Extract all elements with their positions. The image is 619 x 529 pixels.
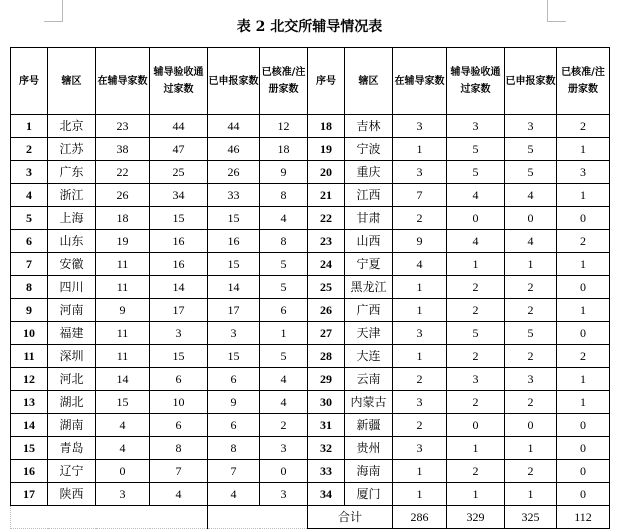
cell-region: 湖北	[48, 391, 96, 414]
table-row	[11, 322, 610, 345]
cell-approved: 6	[260, 299, 308, 322]
table-row	[11, 414, 610, 437]
table-row	[11, 299, 610, 322]
cell-filed: 7	[208, 460, 260, 483]
total-filed: 325	[505, 506, 557, 529]
cell-filed: 2	[505, 299, 557, 322]
table-row	[11, 184, 610, 207]
header-row	[11, 48, 610, 115]
cell-accepted: 2	[447, 391, 505, 414]
table-row	[11, 253, 610, 276]
cell-coaching: 4	[96, 414, 150, 437]
cell-filed: 15	[208, 207, 260, 230]
cell-seq: 21	[308, 184, 345, 207]
header-accepted: 辅导验收通过家数	[447, 48, 505, 115]
cell-seq: 28	[308, 345, 345, 368]
cell-accepted: 2	[447, 345, 505, 368]
cell-region: 内蒙古	[345, 391, 393, 414]
cell-approved: 3	[260, 437, 308, 460]
cell-seq: 6	[11, 230, 48, 253]
cell-accepted: 2	[447, 276, 505, 299]
header-seq: 序号	[11, 48, 48, 115]
cell-approved: 1	[557, 299, 610, 322]
header-accepted: 辅导验收通过家数	[150, 48, 208, 115]
cell-seq: 16	[11, 460, 48, 483]
cell-coaching: 3	[393, 161, 447, 184]
cell-filed: 8	[208, 437, 260, 460]
header-approved: 已核准/注册家数	[260, 48, 308, 115]
cell-accepted: 3	[150, 322, 208, 345]
total-approved: 112	[557, 506, 610, 529]
cell-accepted: 6	[150, 414, 208, 437]
cell-filed: 1	[505, 483, 557, 506]
cell-accepted: 5	[447, 138, 505, 161]
cell-coaching: 1	[393, 345, 447, 368]
header-approved: 已核准/注册家数	[557, 48, 610, 115]
cell-approved: 8	[260, 184, 308, 207]
table-row	[11, 345, 610, 368]
cell-region: 湖南	[48, 414, 96, 437]
cell-approved: 5	[260, 345, 308, 368]
cell-seq: 13	[11, 391, 48, 414]
cell-accepted: 15	[150, 207, 208, 230]
cell-filed: 4	[505, 230, 557, 253]
cell-region: 厦门	[345, 483, 393, 506]
cell-accepted: 5	[447, 161, 505, 184]
cell-seq: 4	[11, 184, 48, 207]
cell-accepted: 0	[447, 207, 505, 230]
cell-approved: 12	[260, 115, 308, 138]
cell-seq: 29	[308, 368, 345, 391]
cell-approved: 8	[260, 230, 308, 253]
cell-filed: 15	[208, 345, 260, 368]
cell-filed: 0	[505, 414, 557, 437]
cell-approved: 5	[260, 253, 308, 276]
table-row	[11, 437, 610, 460]
cell-filed: 2	[505, 460, 557, 483]
cell-region: 甘肃	[345, 207, 393, 230]
total-row-blank	[208, 506, 308, 529]
cell-seq: 7	[11, 253, 48, 276]
cell-coaching: 2	[393, 414, 447, 437]
cell-coaching: 3	[393, 322, 447, 345]
cell-coaching: 1	[393, 483, 447, 506]
cell-accepted: 5	[447, 322, 505, 345]
table-row	[11, 460, 610, 483]
cell-accepted: 0	[447, 414, 505, 437]
table-row	[11, 161, 610, 184]
header-seq: 序号	[308, 48, 345, 115]
cell-coaching: 1	[393, 460, 447, 483]
cell-region: 广西	[345, 299, 393, 322]
cell-region: 上海	[48, 207, 96, 230]
cell-region: 辽宁	[48, 460, 96, 483]
cell-filed: 26	[208, 161, 260, 184]
cell-region: 重庆	[345, 161, 393, 184]
header-region: 辖区	[345, 48, 393, 115]
cell-coaching: 3	[393, 391, 447, 414]
coaching-stats-table	[10, 47, 610, 529]
total-row-blank	[11, 506, 208, 529]
cell-seq: 18	[308, 115, 345, 138]
table-row	[11, 138, 610, 161]
cell-approved: 0	[557, 276, 610, 299]
cell-seq: 34	[308, 483, 345, 506]
cell-region: 新疆	[345, 414, 393, 437]
cell-accepted: 4	[447, 230, 505, 253]
cell-approved: 18	[260, 138, 308, 161]
table-row	[11, 115, 610, 138]
header-region: 辖区	[48, 48, 96, 115]
cell-accepted: 44	[150, 115, 208, 138]
cell-seq: 8	[11, 276, 48, 299]
cell-region: 福建	[48, 322, 96, 345]
cell-approved: 1	[557, 391, 610, 414]
cell-approved: 2	[557, 115, 610, 138]
cell-approved: 0	[557, 322, 610, 345]
cell-seq: 2	[11, 138, 48, 161]
cell-coaching: 2	[393, 207, 447, 230]
cell-coaching: 11	[96, 253, 150, 276]
cell-seq: 19	[308, 138, 345, 161]
cell-accepted: 7	[150, 460, 208, 483]
cell-seq: 11	[11, 345, 48, 368]
cell-approved: 3	[260, 483, 308, 506]
cell-approved: 0	[557, 207, 610, 230]
cell-approved: 4	[260, 368, 308, 391]
cell-filed: 1	[505, 437, 557, 460]
cell-accepted: 8	[150, 437, 208, 460]
cell-approved: 9	[260, 161, 308, 184]
cell-filed: 5	[505, 161, 557, 184]
cell-region: 青岛	[48, 437, 96, 460]
table-row	[11, 483, 610, 506]
cell-seq: 14	[11, 414, 48, 437]
cell-accepted: 25	[150, 161, 208, 184]
cell-seq: 30	[308, 391, 345, 414]
cell-approved: 2	[260, 414, 308, 437]
cell-coaching: 23	[96, 115, 150, 138]
cell-coaching: 3	[393, 115, 447, 138]
total-row	[11, 506, 610, 529]
cell-seq: 9	[11, 299, 48, 322]
total-accepted: 329	[447, 506, 505, 529]
cell-approved: 1	[557, 184, 610, 207]
cell-filed: 3	[505, 368, 557, 391]
cell-filed: 15	[208, 253, 260, 276]
cell-filed: 44	[208, 115, 260, 138]
cell-coaching: 11	[96, 345, 150, 368]
cell-accepted: 2	[447, 299, 505, 322]
cell-seq: 23	[308, 230, 345, 253]
cell-coaching: 15	[96, 391, 150, 414]
cell-region: 山西	[345, 230, 393, 253]
cell-filed: 5	[505, 138, 557, 161]
cell-approved: 1	[557, 138, 610, 161]
cell-filed: 16	[208, 230, 260, 253]
cell-approved: 3	[557, 161, 610, 184]
table-row	[11, 276, 610, 299]
cell-filed: 9	[208, 391, 260, 414]
cell-seq: 33	[308, 460, 345, 483]
cell-region: 广东	[48, 161, 96, 184]
cell-coaching: 26	[96, 184, 150, 207]
cell-coaching: 1	[393, 276, 447, 299]
cell-seq: 32	[308, 437, 345, 460]
cell-filed: 46	[208, 138, 260, 161]
cell-region: 吉林	[345, 115, 393, 138]
cell-region: 安徽	[48, 253, 96, 276]
cell-seq: 26	[308, 299, 345, 322]
cell-accepted: 10	[150, 391, 208, 414]
cell-region: 大连	[345, 345, 393, 368]
cell-region: 江西	[345, 184, 393, 207]
cell-approved: 0	[557, 437, 610, 460]
cell-coaching: 18	[96, 207, 150, 230]
cell-coaching: 9	[96, 299, 150, 322]
cell-approved: 1	[260, 322, 308, 345]
cell-filed: 17	[208, 299, 260, 322]
cell-coaching: 1	[393, 299, 447, 322]
table-row	[11, 207, 610, 230]
cell-filed: 4	[208, 483, 260, 506]
cell-approved: 1	[557, 368, 610, 391]
cell-region: 四川	[48, 276, 96, 299]
cell-seq: 1	[11, 115, 48, 138]
cell-coaching: 1	[393, 138, 447, 161]
cell-region: 河北	[48, 368, 96, 391]
cell-coaching: 3	[96, 483, 150, 506]
cell-region: 深圳	[48, 345, 96, 368]
table-row	[11, 368, 610, 391]
cell-accepted: 4	[150, 483, 208, 506]
cell-filed: 6	[208, 414, 260, 437]
cell-accepted: 47	[150, 138, 208, 161]
cell-coaching: 4	[393, 253, 447, 276]
cell-coaching: 7	[393, 184, 447, 207]
cell-seq: 10	[11, 322, 48, 345]
cell-seq: 25	[308, 276, 345, 299]
cell-approved: 1	[557, 253, 610, 276]
table-row	[11, 391, 610, 414]
cell-filed: 5	[505, 322, 557, 345]
cell-seq: 3	[11, 161, 48, 184]
cell-seq: 12	[11, 368, 48, 391]
cell-approved: 0	[260, 460, 308, 483]
cell-accepted: 2	[447, 460, 505, 483]
cell-accepted: 15	[150, 345, 208, 368]
cell-region: 浙江	[48, 184, 96, 207]
cell-region: 云南	[345, 368, 393, 391]
cell-approved: 0	[557, 460, 610, 483]
cell-accepted: 1	[447, 253, 505, 276]
cell-approved: 0	[557, 483, 610, 506]
cell-filed: 2	[505, 391, 557, 414]
cell-region: 北京	[48, 115, 96, 138]
cell-seq: 24	[308, 253, 345, 276]
cell-region: 山东	[48, 230, 96, 253]
cell-seq: 15	[11, 437, 48, 460]
cell-accepted: 16	[150, 253, 208, 276]
cell-coaching: 4	[96, 437, 150, 460]
cell-seq: 27	[308, 322, 345, 345]
cell-seq: 20	[308, 161, 345, 184]
cell-filed: 2	[505, 276, 557, 299]
cell-accepted: 1	[447, 483, 505, 506]
cell-region: 天津	[345, 322, 393, 345]
cell-filed: 6	[208, 368, 260, 391]
cell-accepted: 1	[447, 437, 505, 460]
cell-seq: 5	[11, 207, 48, 230]
cell-seq: 17	[11, 483, 48, 506]
cell-coaching: 2	[393, 368, 447, 391]
cell-filed: 3	[505, 115, 557, 138]
total-label: 合计	[308, 506, 393, 529]
cell-approved: 5	[260, 276, 308, 299]
cell-region: 贵州	[345, 437, 393, 460]
cell-region: 河南	[48, 299, 96, 322]
cell-approved: 4	[260, 207, 308, 230]
cell-region: 江苏	[48, 138, 96, 161]
cell-seq: 22	[308, 207, 345, 230]
cell-coaching: 0	[96, 460, 150, 483]
cell-approved: 2	[557, 230, 610, 253]
cell-filed: 1	[505, 253, 557, 276]
cell-region: 黑龙江	[345, 276, 393, 299]
cell-accepted: 4	[447, 184, 505, 207]
cell-accepted: 34	[150, 184, 208, 207]
table-title: 表 2 北交所辅导情况表	[236, 19, 383, 35]
cell-filed: 0	[505, 207, 557, 230]
cell-accepted: 6	[150, 368, 208, 391]
cell-accepted: 16	[150, 230, 208, 253]
cell-coaching: 14	[96, 368, 150, 391]
cell-coaching: 22	[96, 161, 150, 184]
cell-coaching: 19	[96, 230, 150, 253]
cell-coaching: 11	[96, 276, 150, 299]
cell-coaching: 9	[393, 230, 447, 253]
cell-coaching: 11	[96, 322, 150, 345]
cell-approved: 2	[557, 345, 610, 368]
cell-coaching: 3	[393, 437, 447, 460]
total-coaching: 286	[393, 506, 447, 529]
cell-accepted: 3	[447, 368, 505, 391]
cell-filed: 4	[505, 184, 557, 207]
cell-approved: 0	[557, 414, 610, 437]
header-coaching: 在辅导家数	[96, 48, 150, 115]
cell-seq: 31	[308, 414, 345, 437]
cell-filed: 2	[505, 345, 557, 368]
table-row	[11, 230, 610, 253]
cell-accepted: 3	[447, 115, 505, 138]
cell-filed: 33	[208, 184, 260, 207]
header-filed: 已申报家数	[208, 48, 260, 115]
header-filed: 已申报家数	[505, 48, 557, 115]
cell-region: 海南	[345, 460, 393, 483]
cell-region: 陕西	[48, 483, 96, 506]
cell-filed: 3	[208, 322, 260, 345]
cell-filed: 14	[208, 276, 260, 299]
cell-region: 宁夏	[345, 253, 393, 276]
cell-coaching: 38	[96, 138, 150, 161]
cell-region: 宁波	[345, 138, 393, 161]
cell-approved: 4	[260, 391, 308, 414]
cell-accepted: 17	[150, 299, 208, 322]
cell-accepted: 14	[150, 276, 208, 299]
header-coaching: 在辅导家数	[393, 48, 447, 115]
